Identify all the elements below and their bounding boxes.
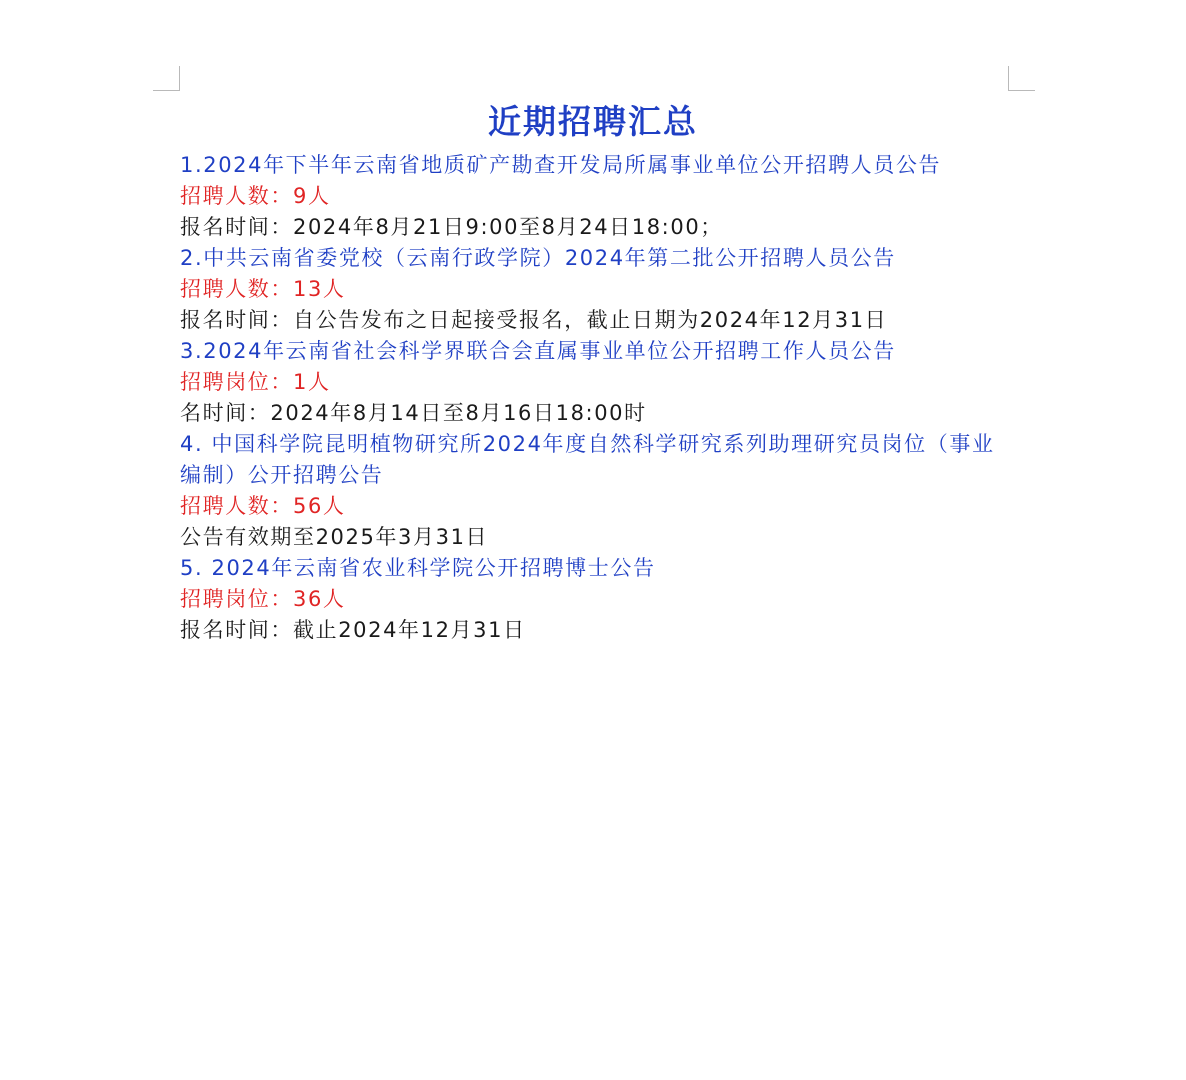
page-corner-mark-top-right [1008,66,1035,91]
item-info: 报名时间：截止2024年12月31日 [180,618,526,642]
item-heading: 4. 中国科学院昆明植物研究所2024年度自然科学研究系列助理研究员岗位（事业编制）公开招聘公告 [180,432,995,487]
item-count: 招聘人数：13人 [180,277,346,301]
item-heading: 5. 2024年云南省农业科学院公开招聘博士公告 [180,556,656,580]
item-count: 招聘人数：9人 [180,184,331,208]
page-title: 近期招聘汇总 [488,102,698,141]
recruitment-list [180,150,1012,646]
item-info: 名时间：2024年8月14日至8月16日18:00时 [180,401,647,425]
list-item [180,243,1012,336]
page-corner-mark-top-left [153,66,180,91]
item-heading: 3.2024年云南省社会科学界联合会直属事业单位公开招聘工作人员公告 [180,339,896,363]
list-item [180,336,1012,429]
list-item [180,429,1012,553]
list-item [180,150,1012,243]
item-info: 报名时间：2024年8月21日9:00至8月24日18:00； [180,215,723,239]
item-info: 公告有效期至2025年3月31日 [180,525,489,549]
list-item [180,553,1012,646]
item-count: 招聘岗位：1人 [180,370,331,394]
item-info: 报名时间：自公告发布之日起接受报名，截止日期为2024年12月31日 [180,308,888,332]
item-count: 招聘岗位：36人 [180,587,346,611]
item-heading: 2.中共云南省委党校（云南行政学院）2024年第二批公开招聘人员公告 [180,246,896,270]
item-count: 招聘人数：56人 [180,494,346,518]
item-heading: 1.2024年下半年云南省地质矿产勘查开发局所属事业单位公开招聘人员公告 [180,153,942,177]
